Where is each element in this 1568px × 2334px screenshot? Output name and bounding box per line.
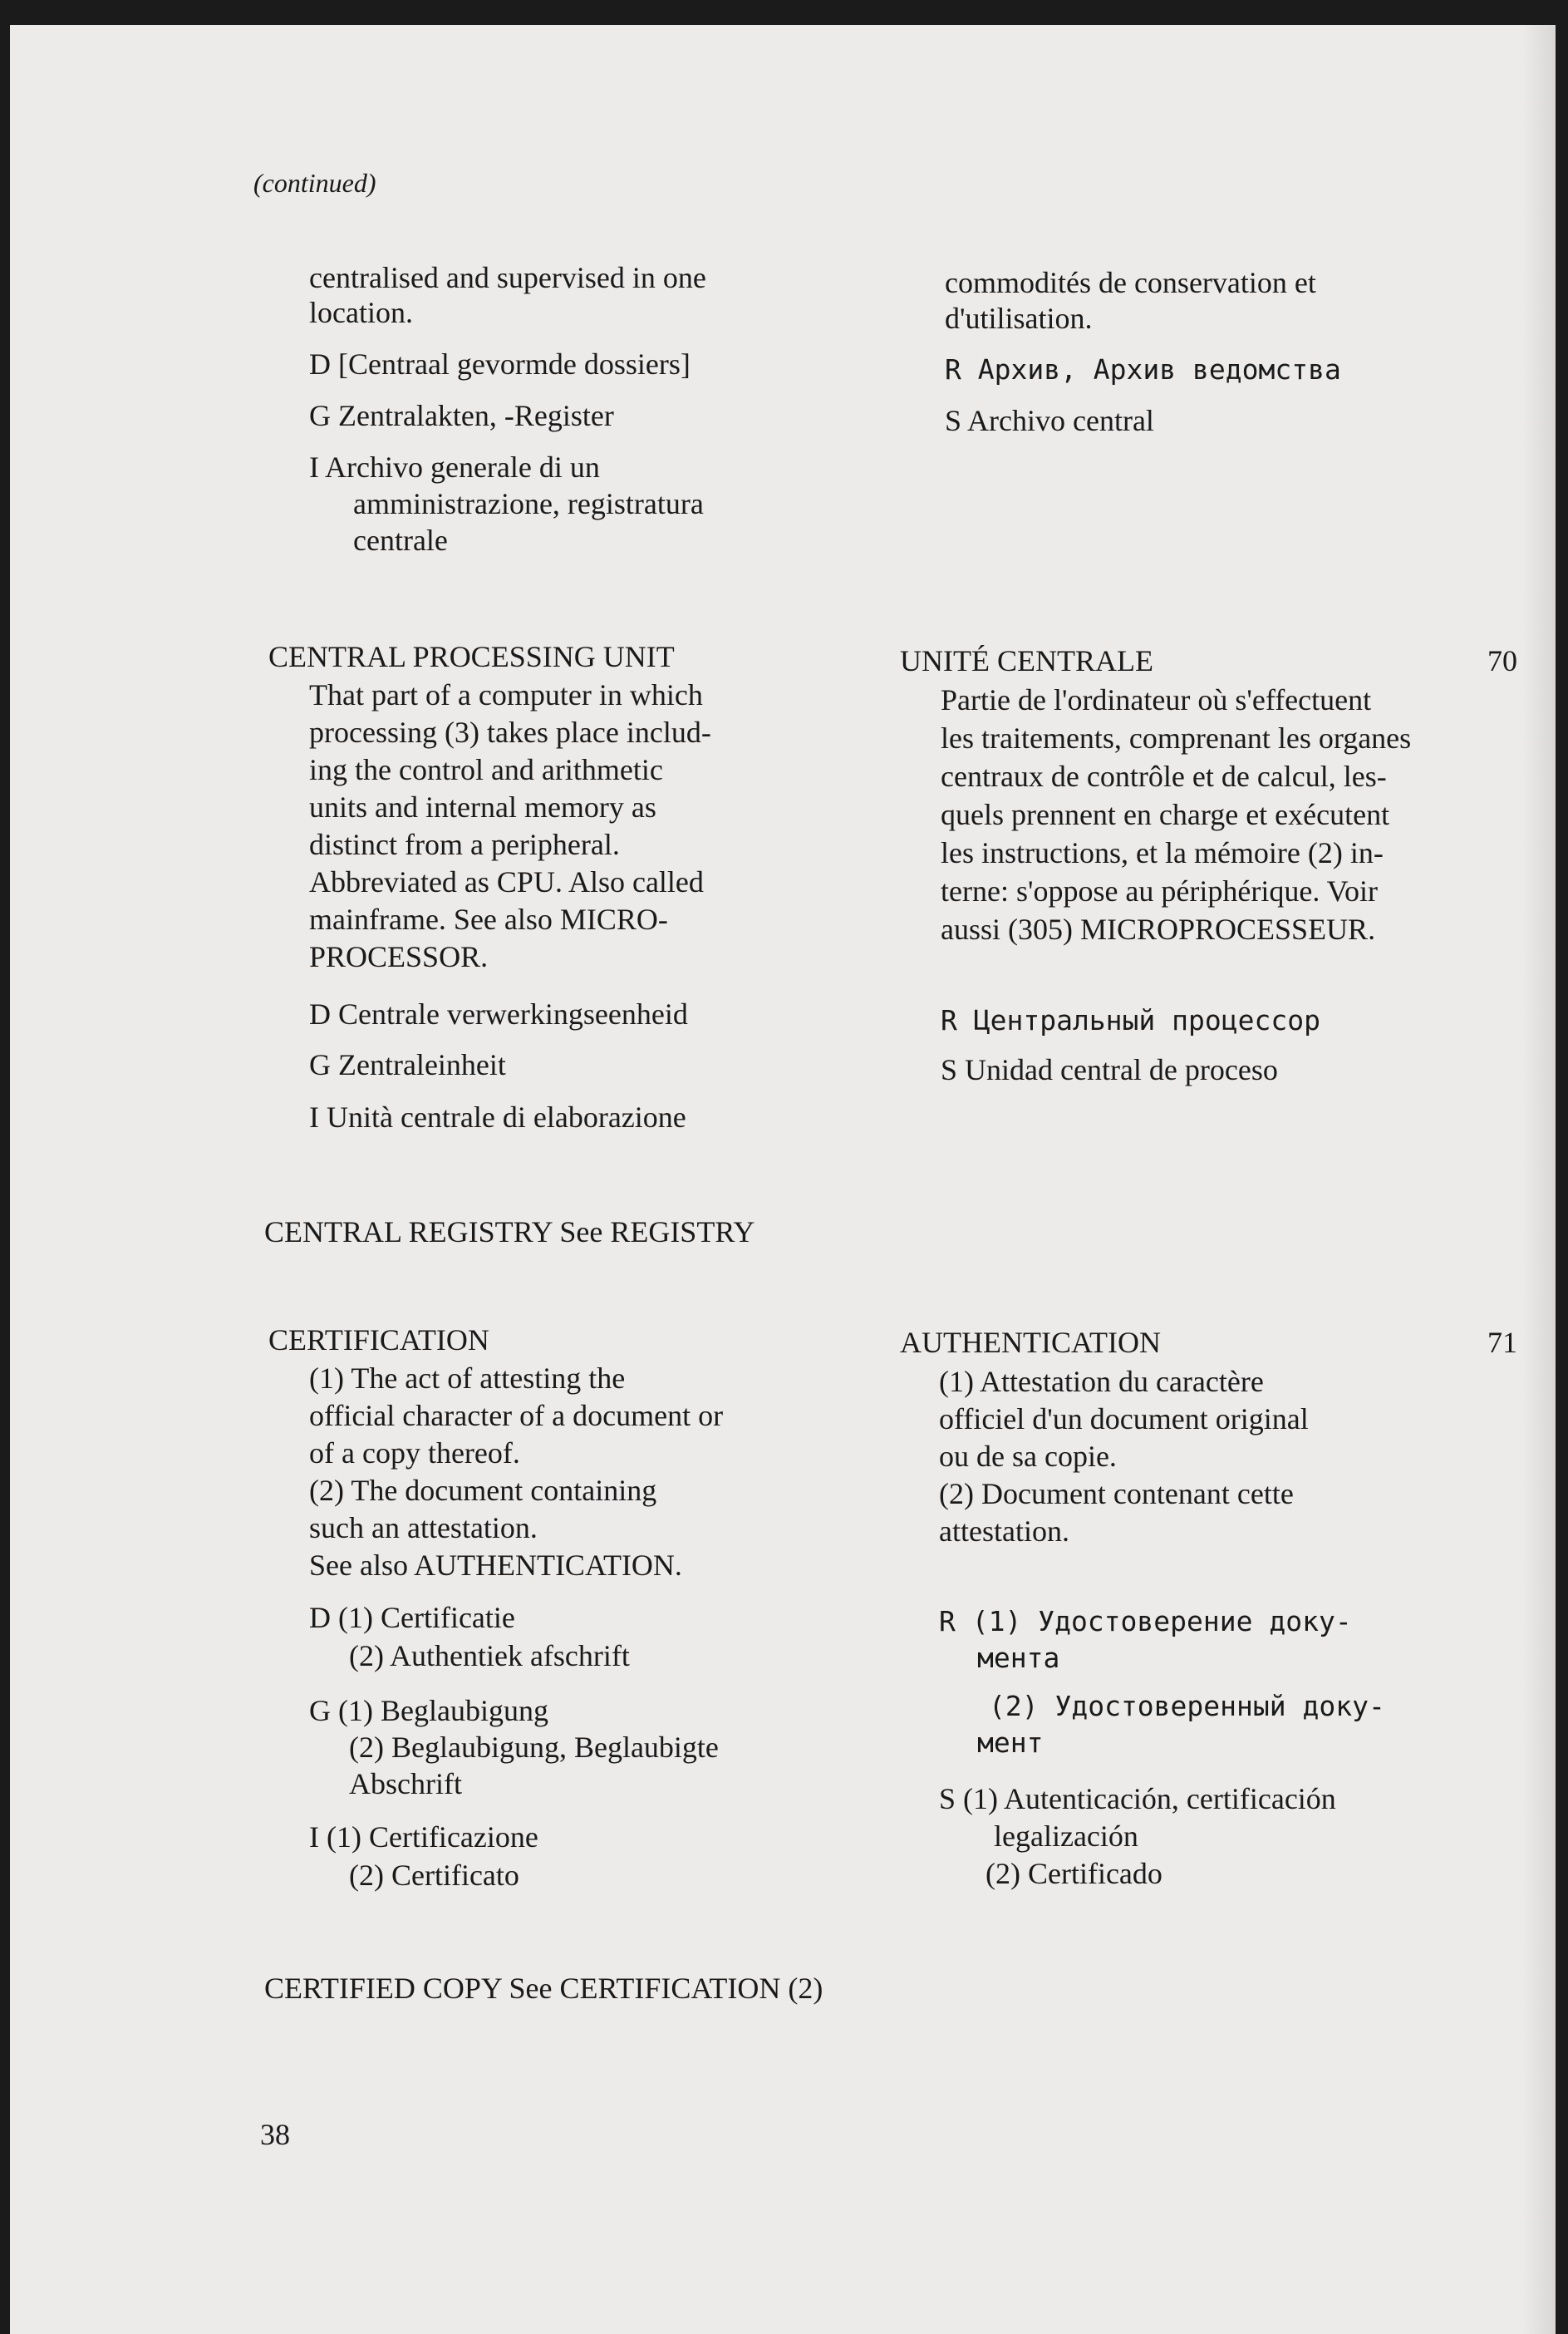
entry-71-en-D: D (1) Certificatie — [309, 1601, 515, 1634]
top-en-I-cont: centrale — [353, 524, 448, 557]
entry-70-en-def-line: Abbreviated as CPU. Also called — [309, 865, 704, 899]
entry-71-en-term: CERTIFICATION — [268, 1323, 489, 1357]
entry-70-fr-def-line: les instructions, et la mémoire (2) in- — [941, 836, 1384, 869]
entry-71-en-I-cont: (2) Certificato — [349, 1859, 519, 1892]
top-en-I: I Archivo generale di un — [309, 451, 600, 484]
entry-71-en-G-cont: Abschrift — [349, 1767, 462, 1800]
scan-top-border — [0, 0, 1568, 25]
entry-70-fr-term: UNITÉ CENTRALE — [900, 644, 1153, 677]
entry-70-fr-def-line: centraux de contrôle et de calcul, les- — [941, 760, 1387, 793]
page-number: 38 — [260, 2118, 290, 2151]
entry-71-fr-R-cont: (2) Удостоверенный доку- — [989, 1690, 1385, 1722]
entry-70-en-def-line: That part of a computer in which — [309, 678, 703, 712]
entry-71-en-def-line: official character of a document or — [309, 1399, 724, 1432]
entry-71-en-def-line: such an attestation. — [309, 1511, 538, 1544]
entry-71-fr-R: R (1) Удостоверение доку- — [939, 1605, 1352, 1637]
top-fr-R: R Архив, Архив ведомства — [945, 353, 1341, 386]
entry-71-fr-def-line: (2) Document contenant cette — [939, 1477, 1294, 1510]
entry-71-en-def-line: See also AUTHENTICATION. — [309, 1549, 682, 1582]
entry-71-fr-R-cont: мента — [977, 1642, 1060, 1674]
entry-70-fr-def-line: aussi (305) MICROPROCESSEUR. — [941, 913, 1376, 946]
entry-70-en-I: I Unità centrale di elaborazione — [309, 1101, 686, 1134]
continued-label: (continued) — [253, 168, 376, 198]
entry-70-fr-def-line: les traitements, comprenant les organes — [941, 721, 1412, 755]
entry-70-en-def-line: processing (3) takes place includ- — [309, 716, 711, 749]
entry-71-fr-def-line: ou de sa copie. — [939, 1440, 1117, 1473]
entry-71-fr-def-line: officiel d'un document original — [939, 1402, 1309, 1435]
see-ref-certified-copy: CERTIFIED COPY See CERTIFICATION (2) — [264, 1972, 823, 2005]
entry-70-en-def-line: ing the control and arithmetic — [309, 753, 663, 786]
entry-71-fr-S-cont: legalización — [994, 1819, 1138, 1853]
page-gutter-shadow — [1522, 25, 1556, 2334]
entry-71-number: 71 — [1487, 1326, 1517, 1359]
top-en-def-line: centralised and supervised in one — [309, 261, 706, 294]
entry-71-fr-def-line: attestation. — [939, 1514, 1069, 1548]
entry-70-en-term: CENTRAL PROCESSING UNIT — [268, 640, 675, 673]
entry-71-fr-term: AUTHENTICATION — [900, 1326, 1161, 1359]
entry-70-en-def-line: PROCESSOR. — [309, 940, 489, 973]
entry-70-en-def-line: mainframe. See also MICRO- — [309, 903, 668, 936]
top-en-D: D [Centraal gevormde dossiers] — [309, 347, 691, 381]
entry-70-fr-S: S Unidad central de proceso — [941, 1053, 1278, 1086]
top-fr-S: S Archivo central — [945, 404, 1154, 437]
see-ref-central-registry: CENTRAL REGISTRY See REGISTRY — [264, 1215, 755, 1248]
entry-71-en-def-line: (1) The act of attesting the — [309, 1362, 626, 1395]
entry-70-en-D: D Centrale verwerkingseenheid — [309, 997, 688, 1031]
entry-71-en-G-cont: (2) Beglaubigung, Beglaubigte — [349, 1731, 719, 1764]
entry-70-number: 70 — [1487, 644, 1517, 677]
entry-71-en-I: I (1) Certificazione — [309, 1820, 538, 1854]
entry-70-fr-def-line: terne: s'oppose au périphérique. Voir — [941, 874, 1379, 908]
entry-70-en-def-line: distinct from a peripheral. — [309, 828, 620, 861]
top-fr-def-line: commodités de conservation et — [945, 266, 1316, 299]
top-en-I-cont: amministrazione, registratura — [353, 487, 704, 520]
entry-71-en-D-cont: (2) Authentiek afschrift — [349, 1639, 630, 1672]
entry-70-en-G: G Zentraleinheit — [309, 1048, 506, 1081]
entry-70-en-def-line: units and internal memory as — [309, 790, 656, 824]
entry-71-fr-def-line: (1) Attestation du caractère — [939, 1365, 1264, 1398]
entry-71-fr-S: S (1) Autenticación, certificación — [939, 1782, 1336, 1815]
entry-71-en-def-line: of a copy thereof. — [309, 1436, 520, 1470]
entry-71-fr-R-cont: мент — [977, 1726, 1044, 1759]
top-en-G: G Zentralakten, -Register — [309, 399, 614, 432]
entry-70-fr-R: R Центральный процессор — [941, 1004, 1320, 1037]
entry-71-fr-S-cont: (2) Certificado — [986, 1857, 1162, 1890]
top-en-def-line: location. — [309, 296, 413, 329]
entry-71-en-def-line: (2) The document containing — [309, 1474, 657, 1507]
entry-70-fr-def-line: Partie de l'ordinateur où s'effectuent — [941, 683, 1372, 716]
entry-71-en-G: G (1) Beglaubigung — [309, 1694, 548, 1727]
entry-70-fr-def-line: quels prennent en charge et exécutent — [941, 798, 1390, 831]
top-fr-def-line: d'utilisation. — [945, 302, 1093, 335]
